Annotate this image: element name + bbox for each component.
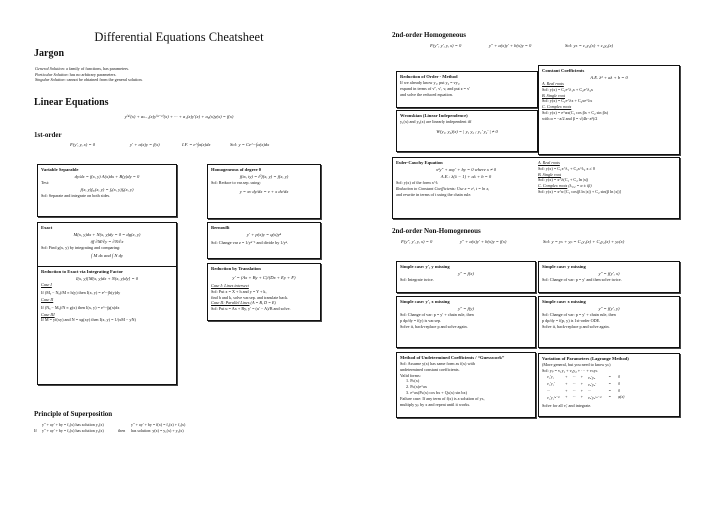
jargon-line: Particular Solution: has no arbitrary parameters. <box>35 71 117 77</box>
box-title: Homogeneous of degree 0 <box>211 167 262 172</box>
case-text: find h and k, solve var.sep. and translate back. <box>211 294 289 300</box>
case-condition: (λ₁,₂ = α ± iβ) <box>568 183 592 189</box>
condition-line: y″ + ay′ + by = f₂(x) has solution y₂(x) <box>42 427 104 433</box>
system-row: ··· + ··· + ··· = 0 <box>547 388 620 393</box>
superposition-result <box>131 422 185 434</box>
form-item: 1. Pₙ(x) <box>406 378 420 384</box>
condition-line: y″ + ay′ + by = f₁(x) has solution y₁(x) <box>42 422 104 427</box>
case-label: C. Complex roots <box>542 104 572 110</box>
jargon-heading: Jargon <box>34 48 64 59</box>
box-title: Constant Coefficients <box>542 68 585 73</box>
box-constant-coefficients <box>538 65 680 155</box>
equation: Sol: yₕ = c₁y₁(x) + c₂y₂(x) <box>565 43 614 48</box>
equation: W(y₁, y₂)(x) = | y₁ y₂ ; y₁′ y₂′ | ≠ 0 <box>436 128 498 134</box>
box-title: Simple case: x missing <box>542 299 586 304</box>
equation: y″ = f(y′, x) <box>598 271 620 276</box>
equation: F(y″, y′, y, x) = 0 <box>430 43 462 48</box>
box-reduction-of-order <box>396 71 538 108</box>
equation: I(x, y)[M(x, y)dx + N(x, y)dy] = 0 <box>75 276 139 281</box>
box-title: Exact <box>41 225 53 230</box>
case-label: Case I <box>41 282 52 287</box>
linear-heading: Linear Equations <box>34 97 109 108</box>
case-label: A. Real roots <box>538 160 560 165</box>
equation: y″ = f(y′, y) <box>598 306 620 311</box>
test-label: Test: <box>41 180 50 185</box>
equation: y = xv dy/dx = v + x dv/dx <box>239 188 289 194</box>
case-eq: If (Mᵧ − Nₓ)/M ≡ h(y) then I(x, y) = e^−∫h(y)dy <box>41 289 121 295</box>
first-order-eq: y′ + a(x)y = f(x) <box>130 142 160 147</box>
jargon-line: Singular Solution: cannot be obtained from the general solution. <box>35 77 143 83</box>
equation: x²y″ + axy′ + by = 0 where x ≠ 0 <box>435 167 497 172</box>
box-case-yprime-x-missing <box>396 296 536 348</box>
case-label: Case III <box>41 311 55 317</box>
box-wronskian <box>396 110 538 152</box>
equation: y″ = f(y) <box>458 306 474 311</box>
case-label: B. Single root <box>542 92 565 98</box>
solution: Sol: Change var z = 1/yⁿ⁻¹ and divide by 1/yⁿ. <box>211 240 289 245</box>
linear-general-eq: y⁽ⁿ⁾(x) + aₙ₋₁(x)y⁽ⁿ⁻¹⁾(x) + ··· + a₁(x)y′(x) + a₀(x)y(x) = f(x) <box>124 114 234 119</box>
box-title: Method of Undetermined Coefficients / “Guesswork” <box>400 355 505 360</box>
equation: A.E.: λ(λ − 1) + aλ + b = 0 <box>440 174 492 179</box>
variation-system <box>546 374 625 401</box>
jargon-list <box>35 66 143 83</box>
box-title: Euler-Cauchy Equation <box>396 160 443 165</box>
first-order-heading: 1st-order <box>34 131 62 139</box>
equation: F(y″, y′, y, x) = 0 <box>401 239 433 244</box>
case-label: A. Real roots <box>542 81 564 86</box>
box-title: Simple case: y′, y missing <box>400 264 450 269</box>
first-order-eq: I.F. = e^∫a(x)dx <box>182 142 211 147</box>
case-text: Sol: y(x) = e^αx(C₁ cos βx + C₂ sin βx) <box>542 109 609 115</box>
box-case-yprime-y-missing <box>396 261 536 293</box>
form-item: 3. e^ax(Pₙ(x) cos bx + Qₙ(x) sin bx) <box>406 389 467 395</box>
case-label: B. Single root <box>538 171 561 177</box>
text-line: Sol: yₚ = v₁y₁ + v₂y₂ + ··· + vₙyₙ <box>542 367 598 373</box>
text-line: Failure case: If any term of f(x) is a solution of yₕ, <box>400 395 485 401</box>
box-title: Reduction to Exact via Integrating Factor <box>41 269 124 274</box>
case-label: Case II: Parallel Lines <box>211 300 250 306</box>
equation: y′ + p(x)y = q(x)yⁿ <box>246 232 282 237</box>
equation: f(tx, ty) = t⁰f(x, y) = f(x, y) <box>239 174 289 179</box>
solution: Sol: Find g(x, y) by integrating and comparing: <box>41 245 121 250</box>
case-text: Sol: Put x = X + h and y = Y + k, <box>211 288 267 294</box>
equation: M(x, y)dx + N(x, y)dy = 0 = dg(x, y) <box>73 232 141 237</box>
result-line: y″ + ay′ + by = f(x) = f₁(x) + f₂(x) <box>131 422 186 427</box>
text-line: Sol: Change of var: p = y′ + chain rule, then <box>542 312 616 317</box>
solution: Sol: y(x) of the form x^λ <box>396 180 438 185</box>
text-line: Solve it, back-replace p and solve again. <box>542 323 610 329</box>
case-text: Sol: y(x) = C₁e^λx + C₂xe^λx <box>542 98 593 104</box>
text-line: Solve it, back-replace p and solve again. <box>400 323 468 329</box>
box-title: Simple case: y′, x missing <box>400 299 450 304</box>
first-order-eq: Sol: y = Ce^−∫a(x)dx <box>230 142 270 147</box>
box-integrating-factor <box>37 266 177 385</box>
case-text: Sol: y(x) = x^λ(C₁ + C₂ ln |x|) <box>538 177 589 183</box>
superposition-heading: Principle of Superposition <box>34 410 113 418</box>
box-title: Variable Separable <box>41 167 79 172</box>
box-title: Reduction by Translation <box>211 266 261 271</box>
case-condition: (A = B, D = E) <box>250 300 276 306</box>
equation: y″ + a(x)y′ + b(x)y = f(x) <box>460 239 507 244</box>
text-line: Valid forms: <box>400 372 421 378</box>
second-order-nonhomog-heading: 2nd-order Non-Homogeneous <box>392 227 481 235</box>
text-line: undetermined constant coefficients. <box>400 366 460 372</box>
equation: dy/dx = f(x, y) A(x)dx + B(y)dy = 0 <box>74 174 140 179</box>
case-eq: If (Nₓ − Mᵧ)/N ≡ g(x) then I(x, y) = e^−∫g(x)dx <box>41 304 120 310</box>
document-title: Differential Equations Cheatsheet <box>94 30 264 44</box>
box-title: Reduction of Order - Method <box>400 74 458 79</box>
equation: y″ = f(x) <box>458 271 474 276</box>
equation: ∫ M dx and ∫ N dy <box>91 252 123 258</box>
box-title: Wronskian (Linear Independence) <box>400 113 468 118</box>
text-line: p dp/dy = f(y) is var.sep. <box>400 317 442 323</box>
solution: Sol: Reduce to var.sep. using: <box>211 180 261 185</box>
box-homogeneous-degree-0 <box>207 164 321 219</box>
text-line: p dp/dy = f(p, y) is 1st-order ODE. <box>542 317 601 323</box>
case-eq: If M = yf(xy) and N = xg(xy) then I(x, y) = 1/(xM − yN) <box>41 317 136 323</box>
system-row: v₁′y₁⁽ⁿ⁻¹⁾ + ··· + vₙ′yₙ⁽ⁿ⁻¹⁾ = φ(x) <box>547 395 625 400</box>
text-line: (More general, but you need to know yₕ) <box>542 362 611 367</box>
second-order-homog-heading: 2nd-order Homogeneous <box>392 31 466 39</box>
box-bernoulli <box>207 222 321 259</box>
text-line: expand in terms of v″, v′, v, and put z = v′ <box>400 85 471 91</box>
box-case-x-missing <box>538 296 680 348</box>
equation: iff ∂M/∂y = ∂N/∂x <box>90 239 124 244</box>
jargon-line: General Solution: a family of functions, has parameters. <box>35 66 130 71</box>
case-label: Case I: Lines intersect <box>211 283 249 288</box>
solution: Sol: Integrate twice. <box>400 277 434 282</box>
box-title: Simple case: y missing <box>542 264 586 269</box>
box-undetermined-coefficients <box>396 352 536 418</box>
box-euler-cauchy <box>392 157 680 219</box>
text-line: y₁(x) and y₂(x) are linearly independent iff <box>400 119 472 124</box>
equation: Sol: y = yₕ + yₚ = C₁y₁(x) + C₂y₂(x) + yₚ(x) <box>543 239 625 244</box>
text-line: Sol: Change of var: p = y′ + chain rule, then <box>400 312 474 317</box>
equation: A.E. λ² + aλ + b = 0 <box>590 75 628 80</box>
text-line: and rewrite in terms of t using the chain rule. <box>396 191 472 197</box>
text-line: Reduction to Constant Coefficients: Use x = eᵗ, t = ln x, <box>396 185 490 191</box>
text-line: Sol: Assume y(x) has same form as f(x) with <box>400 361 475 366</box>
box-reduction-translation <box>207 263 321 321</box>
solution: Sol: Change of var: p = y′ and then solve twice. <box>542 277 622 282</box>
equation: f(x, y)fₓᵧ(x, y) = fₓ(x, y)fᵧ(x, y) <box>80 186 134 192</box>
then-label: then <box>118 428 126 433</box>
box-case-y-missing <box>538 261 680 293</box>
box-title: Bernoulli <box>211 225 230 230</box>
solution: Sol: Separate and integrate on both sides. <box>41 192 111 198</box>
case-text: Sol: y(x) = C₁e^λ₁x + C₂e^λ₂x <box>542 86 594 92</box>
if-label: If <box>34 428 37 433</box>
text-line: Solve for all vᵢ′ and integrate. <box>542 402 592 408</box>
box-title: Variation of Parameters (Lagrange Method) <box>542 356 629 361</box>
text-line: and solve the reduced equation. <box>400 91 453 97</box>
text-line: multiply yₚ by x and repeat until it works. <box>400 401 471 407</box>
case-text: Sol: y(x) = x^α [C₁ cos(β ln |x|) + C₂ sin(β ln |x|)] <box>538 188 621 194</box>
system-row: v₁′y₁′ + ··· + vₙ′yₙ′ = 0 <box>547 382 620 387</box>
box-variable-separable <box>37 164 177 217</box>
first-order-eq: F(y′, y, x) = 0 <box>70 142 96 147</box>
case-text: with α = −a/2 and β = √(4b−a²)/2 <box>542 115 598 121</box>
case-text: Sol: Put u = Ax + By, y′ = (u′ − A)/B and solve. <box>211 306 291 312</box>
case-label: C. Complex roots <box>538 183 568 189</box>
result-line: has solution: y(x) = y₁(x) + y₂(x) <box>131 427 184 433</box>
text-line: If we already know y₁, put y₂ = vy₁, <box>400 80 461 85</box>
equation: y″ + a(x)y′ + b(x)y = 0 <box>489 43 532 48</box>
case-label: Case II <box>41 296 54 302</box>
form-item: 2. Pₙ(x)e^ax <box>406 384 427 390</box>
case-text: Sol: y(x) = C₁x^λ₁ + C₂x^λ₂ x ≠ 0 <box>538 165 595 171</box>
superposition-cond <box>42 422 104 434</box>
system-row: v₁′y₁ + ··· + vₙ′yₙ = 0 <box>547 375 620 380</box>
equation: y′ = (Ax + By + C)/(Dx + Ey + F) <box>232 275 296 280</box>
box-variation-of-parameters <box>538 353 680 417</box>
